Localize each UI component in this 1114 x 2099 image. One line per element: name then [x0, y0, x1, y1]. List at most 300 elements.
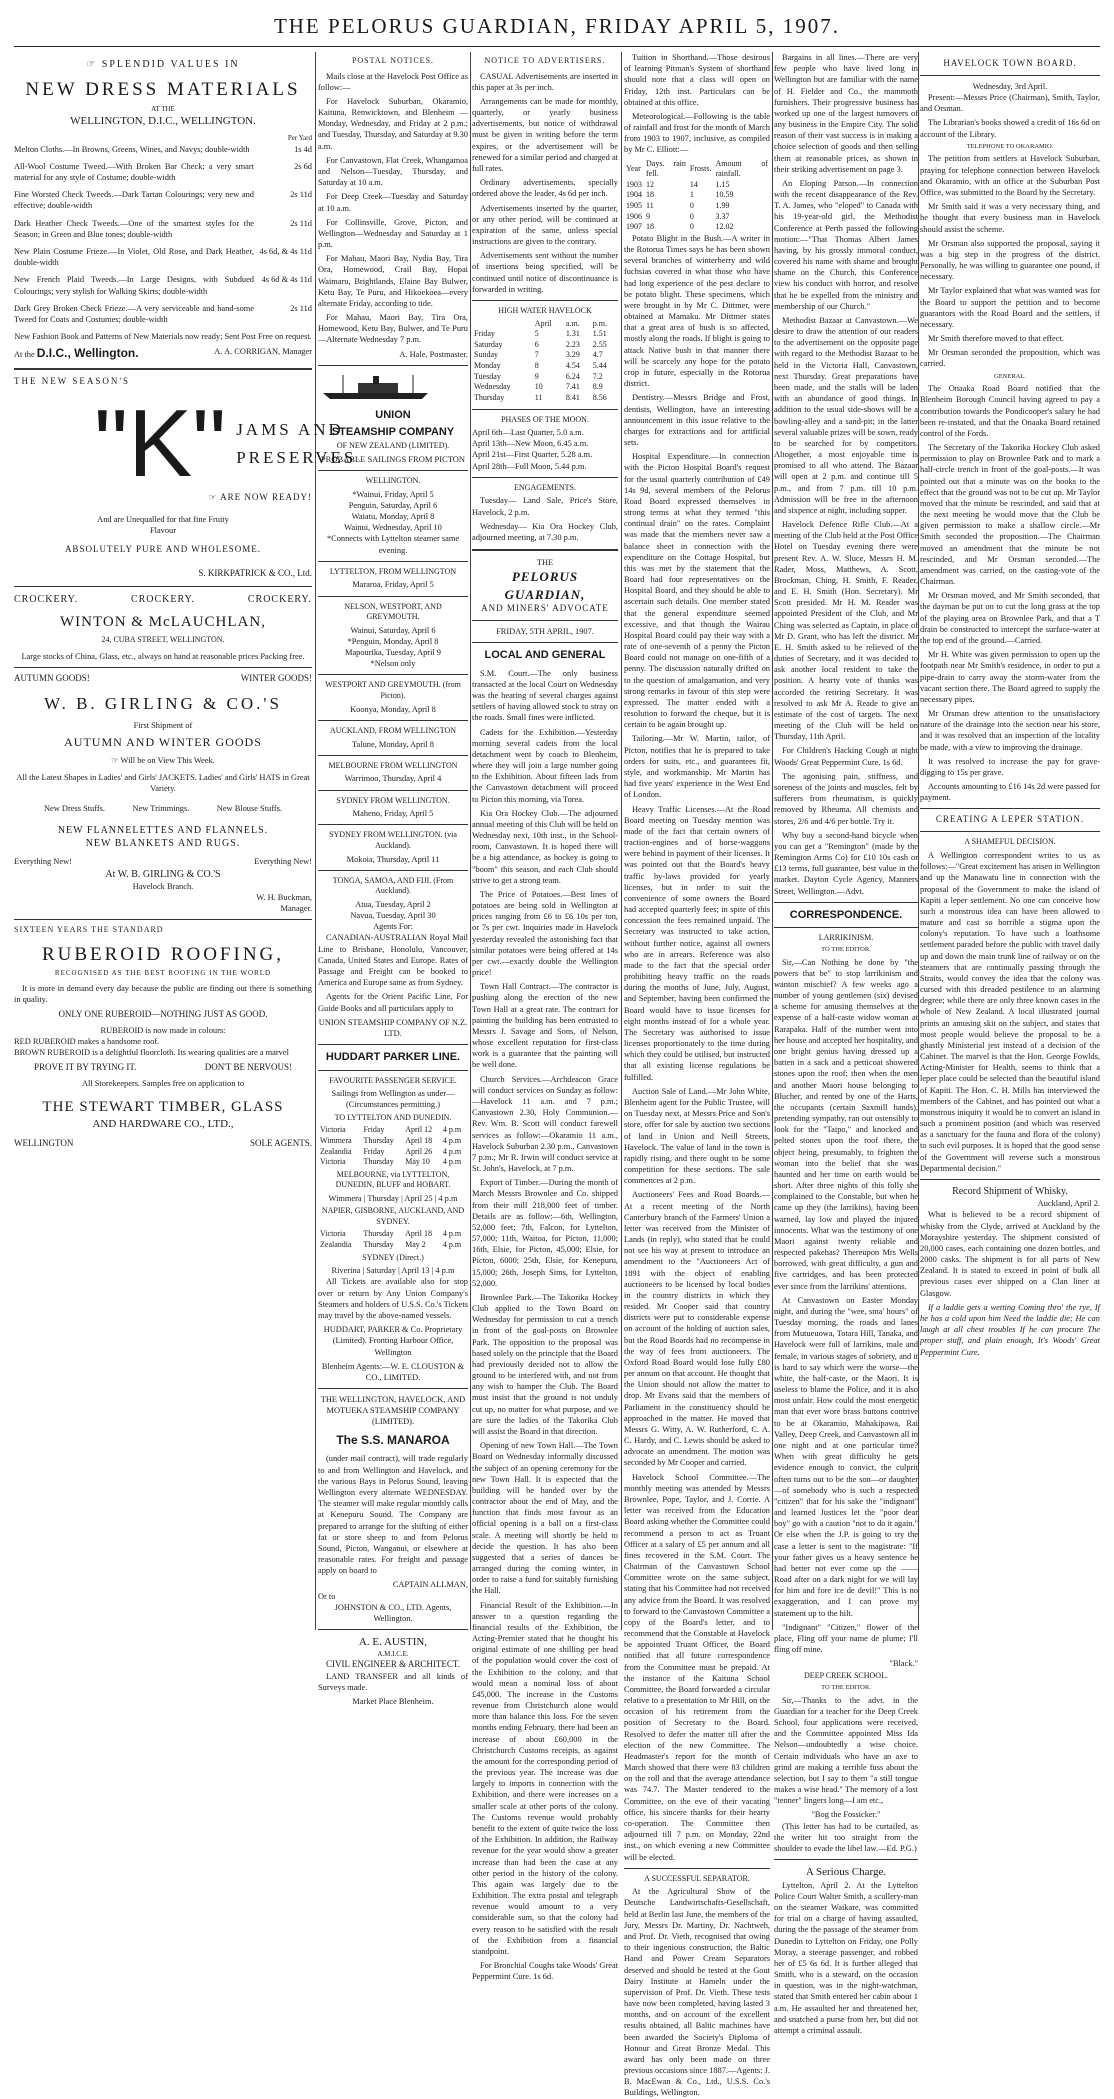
- ad-only-one: ONLY ONE RUBEROID—NOTHING JUST AS GOOD.: [58, 1008, 268, 1019]
- huddart-title: HUDDART PARKER LINE.: [325, 1051, 461, 1064]
- ad-winter: WINTER GOODS!: [240, 673, 312, 684]
- lyttelton-row-cell: 4 p.m: [442, 1157, 462, 1167]
- ad-new-stuff-1: New Dress Stuffs.: [44, 803, 106, 813]
- met-header-cell: Year: [626, 163, 641, 173]
- hw-header-cell: a.m.: [565, 318, 580, 328]
- ad-dress-title: NEW DRESS MATERIALS: [25, 79, 301, 101]
- mails-list: [318, 96, 468, 346]
- favourite-service: FAVOURITE PASSENGER SERVICE.: [329, 1075, 457, 1085]
- k-brand-letter: "K": [94, 390, 227, 498]
- manaroa-title: The S.S. MANAROA: [336, 1432, 450, 1447]
- lyttelton-row: [318, 1147, 468, 1158]
- news-paragraph: Auctioneers' Fees and Road Boards.—At a recent meeting of the North Canterbury branch of the Farmers' Union a letter was received from the Minister of Lands (in reply), who stated that he could not see his way at present to introduce an amendment to the "Auctioneers Act of 1891 with the object of enabling auctioneers to be licensed by local bodies in the country districts in which they resided. Mr Cooper said that country districts were put to considerable expense on account of the holding of auction sales, but the Road Boards had no recompense in the way of fees from auctioneers. The Oxford Road Board would lose fully £80 per annum on that account. He thought that the Union should not allow the matter to drop. Mr Evans said that the members of Parliament in the constituency should be approached in the matter. He moved that Messrs G. Witty, A. W. Rutherford, C. A. C. Hardy, and C. Lewis should be asked to advocate an amendment. The motion was seconded by Mr Cooper and carried.: [624, 1190, 770, 1468]
- met-row: [624, 190, 770, 201]
- news-paragraph: Town Hall Contract.—The contractor is pushing along the erection of the new Town Hall at a great rate. The contract for painting the building has been entrusted to Messrs J. Savage and Sons, of Nelson, whose excellent reputation for first-class work is a guarantee that the painting will be well done.: [472, 982, 618, 1070]
- news-paragraph: The agonising pain, stiffness, and soreness of the joints and muscles, felt by sufferers from rheumatism, is quickly removed by Rheuma. All chemists and stores, 2/6 and 4/6 per bottle. Try it.: [774, 771, 918, 826]
- serious-charge-text: Lyttelton, April 2. At the Lyttelton Police Court Walter Smith, a scullery-man on the steamer Waikare, was committed for trial on a charge of having assaulted, during the the passage of the steamer from Dunedin to Lyttelton on Friday, one Polly Moray, a steerage passenger, and robbed her of £5 6s 6d. It is further alleged that Smith, who is a steward, on the occasion in question, was in the night-watchman, stated that Smith entered her cabin about 1 a.m. He assaulted her and threatened her, and snatched a purse from her, but did not attempt a criminal assault.: [774, 1880, 918, 2035]
- news-paragraph: Why buy a second-hand bicycle when you can get a "Remington" (made by the Remington Arms Co) for £10 10s cash or £13 terms, full guarantee, best value in the market. Dayton Cycle Agency, Manners Street, Wellington.—Advt.: [774, 830, 918, 896]
- ad-storekeepers: All Storekeepers. Samples free on application to: [81, 1079, 245, 1089]
- dress-item: [14, 246, 312, 268]
- ad-aw-goods: AUTUMN AND WINTER GOODS: [64, 735, 262, 750]
- met-row-cell: 12: [646, 179, 654, 189]
- lyttelton-row: [318, 1125, 468, 1136]
- larrikinism-2: At Canvastown on Easter Monday night, and during the "wee, sma' hours" of Tuesday morning, the roads and lanes from Mutueuowa, Totara Hill, Tanaka, and Havelock were full of larrikins, male and female, in various stages of sobriety, and it is hard to say which were the worse—the white, the half-caste, or the Maori. It is useless to blame the Police, and it is also most unfair. How could the most energetic man that ever wore brass buttons contrive to be at Okaramio, Mahakipawa, Rai Valley, Deep Creek, and Canvastown all in one night and at one particular time? When with great difficulty he gets evidence enough to convict, the culprit often turns out to be the son—or daughter—of somebody who is such a respected "citizen" that for his sake the "indignant" and learned Justices let the "poor dear boy" go with a caution "not to do it again." Or else when the J.P. is going to try the case a letter is sent to the magistrate: "If your father gives us a heavy sentence he had better not ever come up the —— Road after on a dark night for we will lay for him and fore ice de devil!" This is no exaggeration, and I can prove my statement up to the hilt.: [774, 1295, 918, 1618]
- board-paragraph: Mr Orsman seconded the proposition, which was carried.: [920, 348, 1100, 369]
- leper-text: A Wellington correspondent writes to us as follows:—"Great excitement has arisen in Wellington and up the Manawatu line in connection with the proposal of the Government to make the island of Kapiti a leper settlement. No one can conceive how such a monstrous idea can have been allowed to mature and cast so horrible a stigma upon the colony's reputation. To have such a loathsome settlement paraded before the public with travel daily up and down the main trunk line of railway or on the steamers that are continually passing through the Straits, would convey the idea that the colony was cursed with this dreaded pestilence to an alarming degree; while there are only three known cases in the whole of New Zealand. A local illustrated journal prints an amusing skit on the subject, and states that most people would believe the proposal to be a ghastly Ministerial jest instead of a decision of the Cabinet. The marvel is that the Hon. George Fowlds, Acting-Minister for Health, seems to think that a leper place could be selected than the beautiful island of Kapiti. The Hon. C. H. Mills has interviewed the members of the Cabinet, and has pointed out what a monstrous iniquity it would be to convert an island in such a prominent position (and which was reserved as a sanctuary for the fauna and flora of the colony) to such evil purposes. It is hoped that the good sense of the Government will reverse such a monstrous Departmental decision.": [920, 850, 1100, 1173]
- union-ltd: UNION STEAMSHIP COMPANY OF N.Z. LTD.: [318, 1017, 468, 1038]
- dress-item-price: 2s 11d: [290, 303, 312, 313]
- ad-nervous: DON'T BE NERVOUS!: [204, 1062, 292, 1073]
- sailing-line: Mapourika, Tuesday, April 9: [345, 648, 441, 658]
- sailing-line: Talune, Monday, April 8: [352, 739, 434, 749]
- sailing-line: *Wainui, Friday, April 5: [352, 489, 434, 499]
- johnston-agents: JOHNSTON & CO., LTD. Agents, Wellington.: [334, 1602, 452, 1623]
- napier-row-cell: May 2: [405, 1240, 426, 1250]
- news-paragraph: Cadets for the Exhibition.—Yesterday morning several cadets from the local detachment went by coach to Blenheim, where they will join a large number going to the Exhibition. About fifteen lads from the Canvastown detachment will proceed to Picton this morning, via Torea.: [472, 727, 618, 804]
- postmaster: A. Hale, Postmaster.: [399, 349, 468, 359]
- high-water-row-cell: 7: [534, 350, 539, 360]
- masthead: THE PELORUS GUARDIAN, FRIDAY APRIL 5, 1907.: [273, 14, 841, 38]
- column-5: [774, 52, 918, 2035]
- whisky-text: What is believed to be a record shipment of whisky from the Clyde, arrived at Auckland by the Morayshire yesterday. The shipment consisted of 20,000 cases, each containing one dozen bottles, and 2000 casks. The shipment is for all parts of New Zealand. It is stated to exceed in point of bulk all previous cases ever shipped on a Clan liner at Glasgow.: [920, 1210, 1100, 1298]
- sailing-line: Penguin, Saturday, April 6: [348, 500, 438, 510]
- napier-row-cell: Thursday: [363, 1229, 394, 1239]
- ad-everything-2: Everything New!: [254, 857, 312, 867]
- ad-wellington: WELLINGTON: [14, 1138, 74, 1149]
- high-water-row-cell: 1.31: [565, 329, 580, 339]
- lyttelton-row-cell: 4 p.m: [442, 1135, 462, 1145]
- separator-text: At the Agricultural Show of the Deutsche Landwirtschafts-Gesellschaft, held at Berlin last June, the members of the Jury, Messrs Dr. Martiny, Dr. Nachtweh, and Prof. Dr. Vieth, recognised that owing to their ingenious construction, the Baltic Hand and Power Cream Separators deserved and should be tested at the Gout Dairy Institute at Hameln under the supervision of Prof. Dr. Vieth. These tests have now been completed, having lasted 3 months, and on account of the excellent results obtained, all Baltic machines have been awarded the Society's Diploma of Honour and Great Bronze Medal. This award has only been made on three previous occasions since 1887.—Agents: J. B. MacEwan & Co., Ltd., U.S.S. Co.'s Buildings, Wellington.: [624, 1887, 770, 2098]
- lyttelton-row-cell: Victoria: [320, 1157, 346, 1167]
- market-place: Market Place Blenheim.: [352, 1697, 434, 1707]
- lyttelton-row-cell: 4 p.m: [442, 1125, 462, 1135]
- civil-engineer: CIVIL ENGINEER & ARCHITECT.: [326, 1658, 460, 1669]
- hw-header-cell: April: [534, 318, 552, 328]
- ad-new-stuff-2: New Trimmings.: [132, 803, 190, 813]
- news-paragraph: Havelock School Committee.—The monthly meeting was attended by Messrs Brownlee, Pope, Taylor, and J. Corrie. A letter was received from the Education Board asking whether the Committee could recommend a person to act as Truant Officer at a salary of £5 per annum and all fines recovered in the S.M. Court. The Chairman of the Canvastown School Committee wrote on the same subject, stating that his Committee had not received any advice from the Board. It was resolved to forward to the Canvastown Committee a copy of the Board's letter, and to recommend that the Constable at Havelock be appointed Truant Officer, the Board notified that all future correspondence from the Committee must be prepaid. At the instance of the Kaituna School Committee, the Board forwarded a circular relative to a presentation to Mr Hill, on the occasion of his retirement from the position of Secretary to the Board. Resolved to defer the matter till after the election of the new Committee. The Headmaster's report for the month of March showed that there were 83 children on the roll and that the average attendance was 74.7. The Master tendered to the Committee, on the eve of their vacating office, his sincere thanks for their hearty co-operation. The Committee then adjourned till 7 p.m. on Monday, 22nd inst., on which evening a new Committee will be elected.: [624, 1472, 770, 1862]
- ad-on-view: ☞ Will be on View This Week.: [111, 756, 215, 766]
- dress-item: [14, 189, 312, 211]
- board-paragraph: The Onaaka Road Board notified that the Blenheim Borough Council having agreed to pay a contribution towards the Pondicooper's salary he had been re-instated, and that the Onaaka Board retained control of the Fords.: [920, 384, 1100, 438]
- mail-item: For Havelock Suburban, Okaramio, Kaituna, Renwicktown, and Blenheim —Monday, Wednesday, and Friday at 2 p.m.; and Tuesday, Thursday, and Saturday at 9.30 a.m.: [318, 96, 468, 151]
- met-row-cell: 1.15: [715, 179, 730, 189]
- moon-phase: April 28th—Full Moon, 5.44 p.m.: [472, 461, 587, 471]
- sailing-line: *Penguin, Monday, April 8: [347, 636, 439, 646]
- high-water-row-cell: Monday: [474, 361, 501, 371]
- hr-line: [318, 674, 468, 675]
- sailings-note: Sailings from Wellington as under—(Circumstances permitting.): [331, 1089, 455, 1110]
- paper-miners: AND MINERS' ADVOCATE: [481, 602, 609, 613]
- lyttelton-row-cell: April 12: [405, 1125, 433, 1135]
- napier-route: NAPIER, GISBORNE, AUCKLAND, AND SYDNEY.: [321, 1206, 465, 1226]
- board-paragraph: Mr Orsman drew attention to the unsatisfactory nature of the drainage into the section near his store, and it was resolved that an inspection of the locality be made, with a view to improving the drainage.: [920, 709, 1100, 752]
- met-row: [624, 212, 770, 223]
- sailing-line: Waiatu, Monday, April 8: [351, 512, 435, 522]
- napier-row-cell: April 18: [405, 1229, 433, 1239]
- of-nz: OF NEW ZEALAND (LIMITED).: [336, 441, 450, 451]
- high-water-row-cell: 4.7: [592, 350, 603, 360]
- to-editor-2: TO THE EDITOR.: [821, 1684, 871, 1692]
- column-rule: [621, 52, 622, 1630]
- moon-phase: April 21st—First Quarter, 5.28 a.m.: [472, 450, 593, 460]
- met-header-cell: Frosts.: [689, 163, 712, 173]
- sailing-sections: [318, 470, 468, 921]
- postal-intro: Mails close at the Havelock Post Office as follow:—: [318, 71, 468, 92]
- notice-paragraph: Advertisements sent without the number of insertions being specified, will be continued until notice of discontinuance is forwarded in writing.: [472, 251, 618, 294]
- ad-cuba: 24, CUBA STREET, WELLINGTON.: [101, 634, 225, 644]
- high-water-row-cell: 7.41: [565, 382, 580, 392]
- sailing-line: *Nelson only: [370, 659, 416, 669]
- dress-item: [14, 274, 312, 296]
- dress-item: [14, 144, 312, 155]
- town-board-date: Wednesday, 3rd April.: [972, 81, 1048, 91]
- met-row-cell: 1905: [626, 201, 642, 211]
- dress-item: [14, 218, 312, 240]
- engagements-list: [472, 495, 618, 543]
- sailing-route: MELBOURNE FROM WELLINGTON: [328, 760, 458, 770]
- larrikinism-3: "Indignant" "Citizen," flower of the place, Fling off your name de plume; I'll fling off mine.: [774, 1622, 918, 1655]
- board-paragraph: Mr Orsman also supported the proposal, saying it was a big step in the progress of the district. Personally, he was willing to guarantee one pound, if necessary.: [920, 238, 1100, 282]
- moon-phase: April 6th—Last Quarter, 5.0 a.m.: [472, 428, 584, 438]
- dress-item: [14, 303, 312, 325]
- serious-charge-title: A Serious Charge.: [805, 1866, 887, 1879]
- high-water-row-cell: Saturday: [474, 339, 503, 349]
- postal-title: POSTAL NOTICES.: [351, 56, 435, 65]
- met-row-cell: 12.02: [715, 222, 734, 232]
- notice-paragraph: CASUAL Advertisements are inserted in this paper at 3s per inch.: [472, 71, 618, 92]
- ad-manager: A. A. CORRIGAN, Manager: [214, 347, 312, 357]
- met-row-cell: 1907: [626, 222, 642, 232]
- high-water-row-cell: 8.41: [565, 392, 580, 402]
- met-row-cell: 0: [689, 211, 694, 221]
- column-rule: [918, 52, 919, 1630]
- met-row-cell: 1906: [626, 211, 642, 221]
- ad-at-the: AT THE: [151, 104, 175, 113]
- ad-prove: PROVE IT BY TRYING IT.: [34, 1062, 137, 1073]
- mail-item: For Mahau, Maori Bay, Tira Ora, Homewood, Ketu Bay, Bulwer, and Te Puru—Alternate Wednesday 7 p.m.: [318, 313, 468, 345]
- high-water-row: [472, 393, 618, 404]
- ad-autumn: AUTUMN GOODS!: [14, 673, 90, 684]
- ad-china: Large stocks of China, Glass, etc., always on hand at reasonable prices Packing free.: [21, 652, 305, 662]
- ad-pure: ABSOLUTELY PURE AND WHOLESOME.: [64, 544, 262, 555]
- mail-item: For Mahau, Maori Bay, Nydia Bay, Tira Ora, Homewood, Crail Bay, Hopai Waimaru, Brightlands, Elaine Bay Bulwer, Ketu Bay, Te Puru, and Hikoekoea—every alternate Friday, according to tide.: [318, 254, 468, 308]
- town-board-title: HAVELOCK TOWN BOARD.: [943, 58, 1077, 68]
- or-to: Or to: [318, 1591, 336, 1601]
- mail-item: For Canvastown, Flat Creek, Whangamoa and Nelson—Tuesday, Thursday, and Saturday at 10 a.m.: [318, 155, 468, 188]
- ad-flannelettes: NEW FLANNELETTES AND FLANNELS.: [57, 824, 269, 836]
- high-water-row: [472, 382, 618, 393]
- sailing-line: *Connects with Lyttelton steamer same evening.: [326, 534, 460, 555]
- lyttelton-row: [318, 1136, 468, 1147]
- whisky-place: Auckland, April 2.: [1037, 1199, 1100, 1209]
- met-row-cell: 18: [646, 222, 654, 232]
- news-paragraph: Heavy Traffic Licenses.—At the Road Board meeting on Tuesday mention was made of the fact that certain owners of traction-engines and of horse-waggons were behind in payment of their licenses. It was pointed out that the Board's heavy traffic by-laws provided for yearly licenses, but in order to suit the convenience of some owners the Board had accepted quarterly fees; in spite of this concession the fees remained unpaid. The Secretary was instructed to take action, without further notice, against all owners who are in arrears. Reference was also made to the fact that the special order prohibiting heavy traffic on the roads during the months of June, July, August, and September, having been confirmed the Board would have to issue licenses for eight months instead of for a whole year. The Secretary was authorised to issue licenses proportionately to the time during which they could be utilised, but instructed that all existing license regulations be fulfilled.: [624, 804, 770, 1082]
- high-water-row: [472, 361, 618, 372]
- high-water-row-cell: 8.9: [592, 382, 603, 392]
- hr-line: [318, 596, 468, 597]
- high-water-row-cell: 6: [534, 339, 539, 349]
- ad-new-stuff-3: New Blouse Stuffs.: [216, 803, 282, 813]
- town-board-paragraphs: [920, 153, 1100, 369]
- lyttelton-row-cell: Friday: [363, 1125, 385, 1135]
- column-4: [624, 52, 770, 2098]
- met-row: [624, 222, 770, 233]
- editor-note: (This letter has had to be curtailed, as the writer hit too straight from the shoulder to evade the libel law.—Ed. P.G.): [774, 1821, 918, 1853]
- probable-sailings: PROBABLE SAILINGS FROM PICTON: [320, 453, 466, 464]
- sailing-line: Maheno, Friday, April 5: [352, 809, 434, 819]
- ad-dic-line: WELLINGTON, D.I.C., WELLINGTON.: [70, 114, 256, 127]
- sailing-route: TONGA, SAMOA, AND FIJI. (From Auckland).: [332, 875, 454, 896]
- col4-paragraphs: [624, 52, 770, 156]
- sailing-line: Navua, Tuesday, April 30: [350, 911, 436, 921]
- dress-item-price: 2s 6d: [294, 161, 312, 171]
- austin-name: A. E. AUSTIN,: [358, 1636, 428, 1649]
- huddart-ltd: HUDDART, PARKER & Co. Proprietary (Limited). Fronting Harbour Office, Wellington: [323, 1325, 463, 1357]
- ad-branch: Havelock Branch.: [132, 881, 194, 891]
- hr-line: [318, 870, 468, 871]
- news-paragraph: Financial Result of the Exhibition.—In answer to a question regarding the financial results of the Exhibition, the Acting-Premier stated that he thought his original estimate of one shilling per head of the population would cover the cost of the Exhibition to the colony, and that would mean a nominal loss of about £45,000. The increase in the Customs revenue from Christchurch alone would more than balance this loss. For the seven months ending February, there had been an increase of about £60,000 in the Christchurch Customs receipts, as against the amount for the corresponding period of the previous year. The increase was due largely to imports in connection with the Exhibition, and there were increases on a smaller scale at other ports of the colony. The Customs revenue would probably benefit to the extent of quite twice the loss of the Exhibition. In addition, the Railway revenue for the year would show a greater increase than had been the case at any other period in the history of the colony. This again was largely due to the Exhibition. The extra postal and telegraph revenue would amount to a very considerable sum, so that the colony had every reason to be satisfied with the result of the Exhibition from a financial standpoint.: [472, 1600, 618, 1956]
- met-row: [624, 201, 770, 212]
- dress-item-price: 2s 11d: [290, 190, 312, 200]
- ad-girling: W. B. GIRLING & CO.'S: [44, 694, 282, 714]
- board-paragraph: The petition from settlers at Havelock Suburban, praying for telephone connection between Havelock and Okaramio, with an office at the Suburban Post Office, was submitted to the Board by the Secretary.: [920, 154, 1100, 197]
- board-paragraph: Mr Taylor explained that what was wanted was for the Board to support the petition and to become guarantors with the Road Board and the settlers, if necessary.: [920, 286, 1100, 329]
- telephone-title: TELEPHONE TO OKARAMIO.: [966, 142, 1054, 150]
- crockery-3: CROCKERY.: [247, 594, 312, 606]
- board-paragraph: Mr Orsman moved, and Mr Smith seconded, that the dayman be put on to cut the long grass at the top of the playing area on Brownlee Park, and that a T drain be constructed to intercept the surface-water at the top end of the ground.—Carried.: [920, 591, 1100, 645]
- news-paragraph: Export of Timber.—During the month of March Messrs Brownlee and Co. shipped from their mill 218,000 feet of timber. Details are as follow:—6th, Wellington, 52,000 feet; 7th, Falcon, for Lyttelton, 57,000; 11th, Waitoa, for Picton, 11,000; 16th, Elsie, for Picton, 45,000; Elsie, for Picton, 6000; 25th, Elsie, for Kenepuru, 15,000; 26th, Joseph Sims, for Lyttelton, 52,000.: [472, 1178, 618, 1288]
- met-row-cell: 1.99: [715, 201, 730, 211]
- moon-phase: April 13th—New Moon, 6.45 a.m.: [472, 439, 589, 449]
- lyttelton-row-cell: 4 p.m: [442, 1146, 462, 1156]
- blenheim-agents: Blenheim Agents:—W. E. CLOUSTON & CO., LIMITED.: [321, 1361, 465, 1382]
- met-header: [624, 159, 770, 180]
- ad-buckman: W. H. Buckman,: [256, 893, 312, 903]
- high-water-row-cell: 10: [534, 382, 543, 392]
- high-water-row-cell: 4.54: [565, 361, 580, 371]
- deep-creek-text: Sir,—Thanks to the advt. in the Guardian for a teacher for the Deep Creek School, four applications were received, and the Committee appointed Miss Ida Nelson—undoubtedly a wise choice. Certain individuals who have an axe to grind are making a terrible fuss about the selection, but I say to them "a still tongue makes a wise head." The memory of a lost "tenner" lingers long—I am etc.,: [774, 1695, 918, 1806]
- board-paragraph: Accounts amounting to £16 14s 2d were passed for payment.: [920, 782, 1100, 803]
- news-paragraph: Havelock Defence Rifle Club.—At a meeting of the Club held at the Post Office Hotel on Tuesday evening there were present Rev. A. W. Sluce, Messrs H. M. Rader, Moss, Matthews, A. Scott, Brockman, Ching, H. Smith, F. Reader, and E. H. Smith (Hon. Secretary). Mr Scott presided. Mr H. M. Reader was appointed President of the Club, and Mr Ching was selected as Captain, in place of Mr D. Grant, who has left the district. Mr E. H. Smith asked to be relieved of the duties of Secretary, and it was decided to ask another local resident to take the position. A hearty vote of thanks was accorded the retiring Secretary. It was resolved to ask Mr A. Reade to give an estimate of the cost of targets. The next meeting of the Club will be held on Thursday, 11th April.: [774, 520, 918, 742]
- col4-paragraphs-2: [624, 233, 770, 1863]
- high-water-row-cell: Friday: [474, 329, 495, 339]
- lyttelton-row: [318, 1157, 468, 1168]
- napier-row-cell: Zealandia: [320, 1240, 352, 1250]
- napier-row-cell: 4 p.m: [442, 1240, 462, 1250]
- mail-item: For Collinsville, Grove, Picton, and Wellington—Wednesday and Saturday at 1 p.m.: [318, 217, 468, 250]
- lyttelton-table: [318, 1125, 468, 1168]
- general-paragraphs: [920, 383, 1100, 803]
- napier-table: [318, 1229, 468, 1250]
- news-paragraph: Brownlee Park.—The Takorika Hockey Club applied to the Town Board on Wednesday for permission to cut a trench in front of the goal-posts on Brownlee Park. The opposition to the proposal was based solely on the principle that the Board had previously decided not to allow the ground to be interfered with, and not from any wish to hamper the Club. The Board must insist that the ground is not unduly cut up, no matter for what purpose, and we are sure the ladies of the Takorika Club will assist the Board in that direction.: [472, 1292, 618, 1436]
- met-row-cell: 1: [689, 190, 694, 200]
- sailing-route: SYDNEY FROM WELLINGTON.: [336, 795, 450, 805]
- high-water-row-cell: 11: [534, 392, 543, 402]
- ad-winton: WINTON & McLAUCHLAN,: [60, 613, 266, 630]
- news-paragraph: Potato Blight in the Bush.—A writer in the Rotorua Times says he has been shown several branches of winterberry and wild fuchsias covered in what those who have had long experience of the pest declare to be potato blight. These specimens, which were brought in by Mr C. Dittmer, were obtained at Mamaku. Mr Dittmer states that a great area of bush is so affected, mostly along the roads. If blight is going to attack Native bush in that manner there will be scarcely any hope for the potato crop in future, especially in the Rotorua district.: [624, 233, 770, 389]
- sailing-line: Mokoia, Thursday, April 11: [346, 854, 440, 864]
- riverina-row: Riverina | Saturday | April 13 | 4 p.m: [331, 1266, 455, 1276]
- ad-season: THE NEW SEASON'S: [14, 376, 130, 387]
- hr-line: [318, 824, 468, 825]
- dress-item-price: 4s 6d & 4s 11d: [261, 275, 312, 285]
- paper-name: PELORUS GUARDIAN,: [504, 569, 586, 602]
- whisky-title: Record Shipment of Whisky.: [952, 1185, 1068, 1197]
- lyttelton-row-cell: Wimmera: [320, 1135, 352, 1145]
- notice-title: NOTICE TO ADVERTISERS.: [484, 56, 606, 65]
- high-water-row-cell: 2.23: [565, 339, 580, 349]
- met-row-cell: 18: [646, 190, 654, 200]
- news-paragraph: Hospital Expenditure.—In connection with the Picton Hospital Board's request for the usual quarterly contribution of £49 14s 9d, several members of the Pelorus Road Board expressed themselves in strong terms at what they termed "this continual drain" on the rates. Complaint was made that the members never saw a balance sheet in connection with the expenditure on the Cottage Hospital, but this was met by the statement that the Board had four representatives on the Hospital Board, and they should be able to ascertain such details. One member stated that the general expenditure seemed excessive, and that though the Wairau Hospital Board could pay their way with a rate of one-seventh of a penny the Picton Board could not manage on one-fifth of a penny. The discussion naturally drifted on to the question of amalgamation, and very strong remarks in favour of this step were expressed. The matter ended with a resolution to forward the cheque, but it is certain to be again brought up.: [624, 452, 770, 730]
- moon-phases: [472, 427, 618, 472]
- high-water-row: [472, 350, 618, 361]
- lyttelton-row-cell: Zealandia: [320, 1146, 352, 1156]
- sydney-direct: SYDNEY (Direct.): [362, 1252, 424, 1262]
- dress-items-list: [14, 144, 312, 325]
- ad-hardware: AND HARDWARE CO., LTD.,: [92, 1118, 234, 1131]
- ad-demand: It is more in demand every day because the public are finding out there is something in quality.: [14, 983, 312, 1004]
- ad-colours: RUBEROID is now made in colours:: [100, 1025, 226, 1035]
- lyttelton-row-cell: Thursday: [363, 1135, 394, 1145]
- engagement-item: Wednesday— Kia Ora Hockey Club, adjourned meeting, at 7.30 p.m.: [472, 521, 618, 542]
- high-water-row-cell: Sunday: [474, 350, 498, 360]
- lyttelton-row-cell: April 26: [405, 1146, 433, 1156]
- high-water-header: [472, 319, 618, 330]
- news-paragraph: Tuition in Shorthand.—Those desirous of learning Pitman's System of shorthand should note that a class will open on Friday, 12th inst. Particulars can be obtained at this office.: [624, 53, 770, 107]
- crockery-2: CROCKERY.: [130, 594, 196, 606]
- sailing-line: Mararoa, Friday, April 5: [352, 580, 434, 590]
- austin-amice: A.M.I.C.E.: [377, 1649, 409, 1658]
- captain-allman: CAPTAIN ALLMAN,: [392, 1580, 468, 1590]
- column-rule: [772, 52, 773, 1630]
- high-water-row: [472, 372, 618, 383]
- ad-at-the-2: At the: [14, 350, 35, 360]
- news-paragraph: Tailoring.—Mr W. Martin, tailor, of Picton, notifies that he is prepared to take orders for suits, etc., and guarantees fit, style, and workmanship. Mr Martin has had five years' experience in the West End of London.: [624, 734, 770, 800]
- notice-paragraph: Advertisements inserted by the quarter, or any other period, will be continued at expiration of the same, unless special instructions are given to the contrary.: [472, 203, 618, 247]
- ad-latest: All the Latest Shapes in Ladies' and Girls' JACKETS. Ladies' and Girls' HATS in Great Variety.: [16, 773, 310, 794]
- lyttelton-row-cell: Thursday: [363, 1157, 394, 1167]
- oriental-line: Agents for the Orient Pacific Line, For Guide Books and all particulars apply to: [318, 992, 468, 1013]
- met-row-cell: 14: [689, 179, 698, 189]
- column-rule: [315, 52, 316, 1630]
- high-water-row-cell: 7.2: [592, 371, 603, 381]
- dress-item-text: New French Plaid Tweeds.—In Large Designs, with Subdued Colourings; very stylish for Walking Skirts; double-width: [14, 275, 254, 296]
- ad-patterns: New Fashion Book and Patterns of New Materials now ready; Sent Post Free on request.: [14, 332, 312, 342]
- ad-preserves: PRESERVES: [236, 448, 357, 468]
- masthead-rule: [14, 46, 1100, 47]
- board-paragraph: The Secretary of the Takorika Hockey Club asked permission to play on Brownlee Park and to mark a half-circle trench in front of the goal-posts.—It was pointed out that a minute was on the books to the effect that the ground was not to be cut up. Mr Taylor moved that the minute be rescinded, and said that at the next meeting he would move that the Club be given permission to make a shallow circle.—Mr Smith seconded the proposition.—The Chairman moved an amendment that the minute be not rescinded, and Mr Orsman seconded.—The amendment was carried, on the casting-vote of the Chairman.: [920, 443, 1100, 587]
- leper-subtitle: A SHAMEFUL DECISION.: [964, 837, 1056, 847]
- news-paragraph: Dentistry.—Messrs Bridge and Frost, dentists, Wellington, have an interesting announcement in this issue relative to the charges for extractions and for artificial sets.: [624, 393, 770, 448]
- ad-jams: JAMS AND: [236, 419, 344, 439]
- lyttelton-row-cell: April 18: [405, 1135, 433, 1145]
- town-board-present: Present:—Messrs Price (Chairman), Smith, Taylor, and Orsman.: [920, 93, 1100, 114]
- local-general-title: LOCAL AND GENERAL: [484, 649, 606, 662]
- met-row-cell: 0: [689, 222, 694, 232]
- mail-item: For Deep Creek—Tuesday and Saturday at 10 a.m.: [318, 192, 468, 213]
- met-row-cell: 11: [646, 201, 654, 211]
- sailing-line: Wainui, Saturday, April 6: [350, 625, 436, 635]
- met-row-cell: 10.59: [715, 190, 734, 200]
- general-title: GENERAL.: [994, 372, 1026, 380]
- dress-item-price: 2s 11d: [290, 218, 312, 228]
- land-transfer: LAND TRANSFER and all kinds of Surveys made.: [318, 1671, 468, 1693]
- met-header-cell: Amount of rainfall.: [715, 158, 768, 179]
- larrikinism-sign: "Black.": [889, 1659, 918, 1669]
- ad-splendid: ☞ SPLENDID VALUES IN: [86, 59, 240, 70]
- melbourne-route: MELBOURNE, via LYTTELTON, DUNEDIN, BLUFF and HOBART.: [335, 1169, 451, 1190]
- agents-for: Agents For:: [373, 922, 413, 932]
- hr-line: [318, 561, 468, 562]
- met-row-cell: 1904: [626, 190, 642, 200]
- column-rule: [470, 52, 471, 1630]
- sailing-line: Warrimoo, Thursday, April 4: [344, 774, 442, 784]
- napier-row: [318, 1229, 468, 1240]
- column-2: [318, 52, 468, 1707]
- notice-paragraphs: [472, 71, 618, 295]
- news-paragraph: Church Services.—Archdeacon Grace will conduct services on Sunday as follow:—Havelock 11 a.m. and 7 p.m.; Canvastown 2.30, Holy Communion.—Rev. Wm. B. Scott will conduct farewell services as follow:—Okaramio 11 a.m., Havelock Suburban 2.30 p.m., Canvastown 7 p.m.; Mr R. Irwin will conduct service at St. John's, Havelock, at 7 p.m.: [472, 1074, 618, 1174]
- high-water-title: HIGH WATER HAVELOCK: [498, 305, 592, 315]
- ad-ready: ☞ ARE NOW READY!: [208, 492, 312, 503]
- napier-row-cell: 4 p.m: [442, 1229, 462, 1239]
- dress-item-price: 4s 6d, & 4s 11d: [259, 246, 312, 256]
- leper-title: CREATING A LEPER STATION.: [935, 814, 1085, 825]
- news-paragraph: For Bronchial Coughs take Woods' Great Peppermint Cure. 1s 6d.: [472, 1961, 618, 1982]
- met-row-cell: 0: [689, 201, 694, 211]
- high-water-row: [472, 340, 618, 351]
- to-lyttelton: TO LYTTELTON AND DUNEDIN.: [334, 1112, 452, 1122]
- to-editor: TO THE EDITOR.: [821, 945, 871, 953]
- news-paragraph: Auction Sale of Land.—Mr John White, Blenheim agent for the Public Trustee, will on Tuesday next, at Messrs Price and Son's store, offer for sale by auction two sections of land in Union and Neill Streets, Havelock. The value of land in the town is rapidly rising, and there ought to be some competition for these sections. The sale commences at 2 p.m.: [624, 1086, 770, 1186]
- ad-girling-2: At W. B. GIRLING & CO.'S: [105, 868, 221, 880]
- ad-first-shipment: First Shipment of: [133, 720, 193, 730]
- sailing-route: AUCKLAND, FROM WELLINGTON: [329, 725, 457, 735]
- sailing-line: Koonya, Monday, April 8: [350, 704, 436, 714]
- napier-row-cell: Victoria: [320, 1229, 346, 1239]
- col5-paragraphs: [774, 52, 918, 897]
- news-paragraph: Opening of new Town Hall.—The Town Board on Wednesday informally discussed the subject of an opening ceremony for the new Town Hall. It is expected that the building will be handed over by the contractor about the end of May, and the function that finds most favour as an official opening is a ball on a first-class scale. A meeting will shortly be held to decide the question. It has also been suggested that a series of dances be arranged during the coming winter, in order to raise a fund for suitably furnishing the Hall.: [472, 1441, 618, 1596]
- ad-dic-sign: D.I.C., Wellington.: [36, 346, 139, 361]
- high-water-row-cell: 2.55: [592, 339, 607, 349]
- met-row-cell: 1903: [626, 179, 642, 189]
- notice-paragraph: Ordinary advertisements, specially ordered above the leader, 4s 6d per inch.: [472, 178, 618, 199]
- napier-row-cell: Thursday: [363, 1240, 394, 1250]
- board-paragraph: Mr Smith therefore moved to that effect.: [928, 334, 1064, 344]
- high-water-row-cell: 1.51: [592, 329, 607, 339]
- lyttelton-row-cell: Victoria: [320, 1125, 346, 1135]
- sailing-route: LYTTELTON, FROM WELLINGTON: [329, 566, 457, 576]
- canadian-line: CANADIAN-AUSTRALIAN Royal Mail Line to Brisbane, Honolulu, Vancouver, Canada, United States and Europe. Rates of Passage and Freight can be booked to America and Europe same as from Sydney.: [318, 933, 468, 988]
- engagement-item: Tuesday— Land Sale, Price's Store, Havelock, 2 p.m.: [472, 496, 618, 517]
- notice-paragraph: Arrangements can be made for monthly, quarterly, or yearly business advertisements, but notice of withdrawal must be given in writing before the term expires, or the advertisement will be renewed for a similar period and charged at full rates.: [472, 96, 618, 173]
- board-paragraph: Mr H. White was given permission to open up the footpath near Mr Smith's residence, in order to put a pipe-drain to carry away the storm-water from the vacant section there. The Board agreed to supply the necessary pipes.: [920, 650, 1100, 704]
- high-water-row-cell: 5.44: [592, 361, 607, 371]
- dress-item-text: Fine Worsted Check Tweeds.—Dark Tartan Colourings; very new and effective; double-width: [14, 190, 254, 211]
- ad-stewart: THE STEWART TIMBER, GLASS: [42, 1098, 284, 1115]
- high-water-row-cell: 9: [534, 371, 539, 381]
- per-yard-label: Per Yard: [287, 134, 312, 143]
- hr-line: [318, 720, 468, 721]
- ad-unequalled: And are Unequalled for that fine Fruity Flavour: [97, 515, 229, 536]
- paper-the: THE: [536, 558, 554, 568]
- ad-brown: BROWN RUBEROID is a delightful floorcloth. Its wearing qualities are a marvel: [14, 1048, 289, 1058]
- met-header-cell: Days. rain fell.: [646, 158, 686, 179]
- sailing-route: SYDNEY FROM WELLINGTON. (via Auckland).: [329, 830, 457, 850]
- hw-blank: [472, 319, 533, 330]
- ad-blankets: NEW BLANKETS AND RUGS.: [85, 838, 241, 850]
- dress-item: [14, 161, 312, 183]
- local-general-paragraphs: [472, 668, 618, 1983]
